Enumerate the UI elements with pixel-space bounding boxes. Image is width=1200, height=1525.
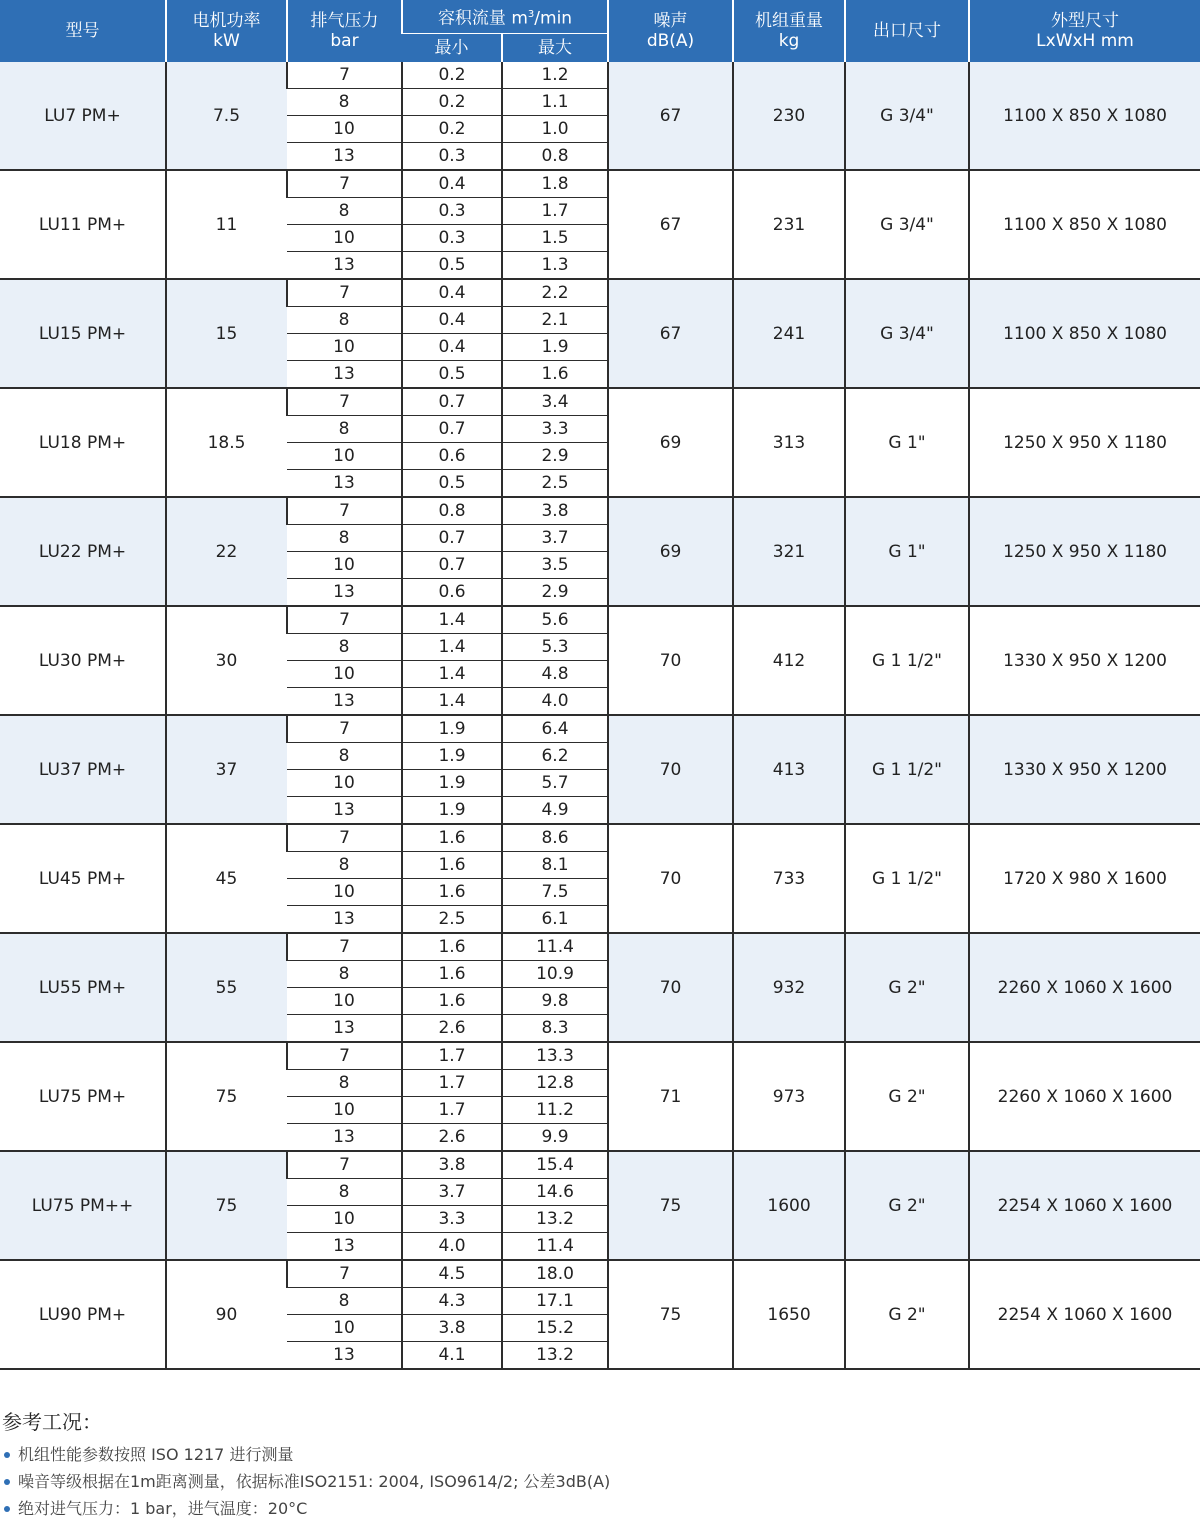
cell-flow-min: 1.9 [402,715,502,743]
note-item: 绝对进气压力：1 bar，进气温度：20°C [0,1495,1200,1522]
table-row [0,824,1200,852]
cell-model: LU90 PM+ [38,1304,127,1325]
cell-flow-max: 1.1 [502,89,608,116]
cell-flow-min: 0.5 [402,361,502,389]
cell-flow-min: 0.7 [402,552,502,579]
cell-flow-min: 0.7 [402,525,502,552]
cell-noise: 67 [608,170,733,279]
cell-flow-max: 4.0 [502,688,608,716]
cell-pressure: 7 [287,1042,402,1070]
cell-weight: 321 [733,497,845,606]
cell-model: LU18 PM+ [38,432,127,453]
table-header [0,0,1200,62]
cell-noise: 69 [608,388,733,497]
cell-pressure: 8 [287,852,402,879]
cell-dims: 1100 X 850 X 1080 [969,62,1200,170]
cell-flow-min: 0.2 [402,62,502,89]
cell-flow-max: 2.2 [502,279,608,307]
model-group [0,1042,1200,1151]
cell-power: 30 [166,606,287,715]
cell-pressure: 7 [287,62,402,89]
cell-noise: 70 [608,933,733,1042]
cell-flow-min: 1.7 [402,1042,502,1070]
cell-outlet: G 3/4" [845,279,969,388]
cell-model: LU37 PM+ [0,715,166,824]
cell-flow-min: 1.6 [402,824,502,852]
cell-noise: 70 [608,606,733,715]
cell-flow-max: 2.9 [502,443,608,470]
cell-flow-min: 0.3 [402,225,502,252]
cell-flow-min: 1.4 [402,661,502,688]
cell-flow-max: 3.3 [502,416,608,443]
cell-pressure: 7 [287,388,402,416]
cell-flow-max: 10.9 [502,961,608,988]
cell-flow-max: 3.7 [502,525,608,552]
cell-flow-min: 1.7 [402,1070,502,1097]
cell-pressure: 8 [287,416,402,443]
cell-flow-max: 13.2 [502,1342,608,1370]
cell-flow-min: 0.4 [402,279,502,307]
cell-pressure: 7 [287,279,402,307]
cell-flow-max: 1.9 [502,334,608,361]
cell-weight: 932 [733,933,845,1042]
cell-power: 90 [166,1260,287,1369]
cell-flow-max: 13.3 [502,1042,608,1070]
cell-weight: 733 [733,824,845,933]
cell-flow-min: 4.1 [402,1342,502,1370]
cell-flow-max: 1.8 [502,170,608,198]
cell-flow-min: 0.4 [402,334,502,361]
header-pressure: 排气压力 bar [287,0,402,62]
bullet-icon [4,1506,10,1512]
cell-flow-max: 4.9 [502,797,608,825]
cell-flow-min: 2.5 [402,906,502,934]
table-row [0,170,1200,198]
cell-flow-min: 0.4 [402,170,502,198]
cell-pressure: 10 [287,552,402,579]
cell-flow-max: 1.7 [502,198,608,225]
cell-model: LU15 PM+ [0,279,166,388]
cell-flow-min: 4.0 [402,1233,502,1261]
cell-flow-max: 0.8 [502,143,608,171]
cell-flow-min: 0.3 [402,143,502,171]
header-outlet: 出口尺寸 [845,0,969,62]
cell-flow-min: 0.6 [402,443,502,470]
cell-flow-min: 0.4 [402,307,502,334]
cell-flow-min: 0.2 [402,89,502,116]
cell-pressure: 10 [287,1097,402,1124]
header-noise: 噪声 dB(A) [608,0,733,62]
cell-model: LU7 PM+ [0,62,166,170]
cell-pressure: 10 [287,661,402,688]
cell-flow-max: 1.2 [502,62,608,89]
cell-power: 7.5 [166,62,287,170]
cell-weight: 230 [733,62,845,170]
cell-flow-min: 1.6 [402,852,502,879]
cell-flow-min: 0.2 [402,116,502,143]
cell-pressure: 10 [287,770,402,797]
cell-pressure: 10 [287,116,402,143]
model-group [0,1260,1200,1369]
cell-pressure: 13 [287,252,402,280]
header-flow-max: 最大 [502,34,608,63]
cell-model: LU55 PM+ [0,933,166,1042]
cell-flow-min: 1.9 [402,770,502,797]
cell-flow-max: 6.2 [502,743,608,770]
cell-pressure: 8 [287,198,402,225]
cell-outlet: G 1 1/2" [845,715,969,824]
cell-pressure: 13 [287,1124,402,1152]
cell-outlet: G 1" [845,497,969,606]
model-group [0,933,1200,1042]
cell-pressure: 10 [287,1206,402,1233]
cell-pressure: 13 [287,1233,402,1261]
cell-flow-max: 3.5 [502,552,608,579]
cell-outlet: G 1" [845,388,969,497]
cell-flow-max: 1.0 [502,116,608,143]
notes-title: 参考工况： [2,1410,102,1434]
cell-flow-max: 8.3 [502,1015,608,1043]
cell-pressure: 10 [287,988,402,1015]
cell-pressure: 13 [287,906,402,934]
header-flow: 容积流量 $m^3/\min$ [402,0,608,34]
cell-flow-max: 1.5 [502,225,608,252]
cell-flow-max: 5.6 [502,606,608,634]
cell-noise: 67 [608,279,733,388]
cell-pressure: 10 [287,443,402,470]
cell-pressure: 7 [287,824,402,852]
cell-flow-min: 0.3 [402,198,502,225]
cell-weight: 412 [733,606,845,715]
cell-pressure: 8 [287,525,402,552]
cell-pressure: 7 [287,715,402,743]
cell-outlet: G 3/4" [845,62,969,170]
cell-dims: 1250 X 950 X 1180 [969,497,1200,606]
cell-flow-max: 14.6 [502,1179,608,1206]
cell-flow-max: 9.8 [502,988,608,1015]
cell-outlet: G 1 1/2" [845,824,969,933]
cell-dims: 1100 X 850 X 1080 [969,170,1200,279]
cell-pressure: 8 [287,1179,402,1206]
cell-pressure: 8 [287,1288,402,1315]
cell-flow-max: 7.5 [502,879,608,906]
cell-flow-min: 3.7 [402,1179,502,1206]
model-group [0,1151,1200,1260]
cell-weight: 1650 [733,1260,845,1369]
cell-flow-max: 2.5 [502,470,608,498]
cell-flow-min: 1.7 [402,1097,502,1124]
cell-pressure: 8 [287,1070,402,1097]
cell-dims: 2254 X 1060 X 1600 [969,1260,1200,1369]
cell-flow-min: 0.7 [402,388,502,416]
header-weight: 机组重量 kg [733,0,845,62]
cell-pressure: 10 [287,879,402,906]
cell-flow-max: 11.4 [502,933,608,961]
table-row [0,279,1200,307]
cell-noise: 69 [608,497,733,606]
cell-flow-max: 2.1 [502,307,608,334]
header-flow-min: 最小 [402,34,502,63]
table-row [0,1042,1200,1070]
model-group [0,170,1200,279]
cell-pressure: 8 [287,743,402,770]
cell-model: LU45 PM+ [38,868,127,889]
cell-pressure: 8 [287,961,402,988]
cell-pressure: 8 [287,634,402,661]
cell-power: 55 [166,933,287,1042]
table-row [0,1151,1200,1179]
cell-outlet: G 2" [845,1260,969,1369]
cell-flow-max: 3.4 [502,388,608,416]
cell-pressure: 7 [287,1151,402,1179]
cell-flow-min: 1.9 [402,743,502,770]
cell-weight: 313 [733,388,845,497]
cell-pressure: 10 [287,334,402,361]
cell-flow-min: 0.8 [402,497,502,525]
cell-flow-min: 1.6 [402,879,502,906]
cell-power: 37 [166,715,287,824]
note-item: 机组性能参数按照 ISO 1217 进行测量 [0,1441,1200,1468]
cell-flow-max: 5.7 [502,770,608,797]
cell-outlet: G 2" [845,1151,969,1260]
cell-flow-min: 1.4 [402,606,502,634]
cell-pressure: 13 [287,797,402,825]
cell-flow-max: 2.9 [502,579,608,607]
model-group [0,279,1200,388]
bullet-icon [4,1452,10,1458]
cell-flow-max: 17.1 [502,1288,608,1315]
cell-pressure: 7 [287,606,402,634]
cell-flow-min: 1.4 [402,688,502,716]
model-group [0,824,1200,933]
cell-flow-max: 1.6 [502,361,608,389]
cell-flow-max: 3.8 [502,497,608,525]
cell-flow-max: 6.1 [502,906,608,934]
cell-flow-min: 3.3 [402,1206,502,1233]
cell-flow-min: 1.6 [402,933,502,961]
cell-power: 11 [166,170,287,279]
cell-noise: 75 [608,1151,733,1260]
cell-power: 75 [166,1151,287,1260]
cell-noise: 70 [608,824,733,933]
cell-flow-max: 8.1 [502,852,608,879]
table-row [0,62,1200,89]
cell-flow-min: 4.3 [402,1288,502,1315]
cell-flow-max: 8.6 [502,824,608,852]
cell-power: 18.5 [166,388,287,497]
cell-model: LU75 PM+ [38,1086,127,1107]
cell-pressure: 13 [287,1342,402,1370]
table-row [0,497,1200,525]
table-row [0,933,1200,961]
cell-pressure: 13 [287,361,402,389]
cell-flow-min: 3.8 [402,1151,502,1179]
cell-flow-min: 0.5 [402,252,502,280]
cell-weight: 973 [733,1042,845,1151]
model-group [0,497,1200,606]
cell-model: LU75 PM++ [0,1151,166,1260]
cell-pressure: 8 [287,307,402,334]
cell-weight: 241 [733,279,845,388]
model-group [0,388,1200,497]
cell-flow-min: 2.6 [402,1124,502,1152]
cell-power: 22 [166,497,287,606]
cell-weight: 1600 [733,1151,845,1260]
cell-pressure: 13 [287,143,402,171]
cell-flow-max: 12.8 [502,1070,608,1097]
cell-outlet: G 2" [845,933,969,1042]
cell-flow-max: 15.4 [502,1151,608,1179]
table-row [0,606,1200,634]
cell-noise: 71 [608,1042,733,1151]
header-model: 型号 [0,0,166,62]
cell-flow-min: 0.6 [402,579,502,607]
cell-pressure: 7 [287,933,402,961]
cell-power: 75 [166,1042,287,1151]
model-group [0,715,1200,824]
cell-flow-min: 4.5 [402,1260,502,1288]
cell-pressure: 13 [287,579,402,607]
cell-pressure: 8 [287,89,402,116]
cell-flow-max: 11.2 [502,1097,608,1124]
cell-noise: 67 [608,62,733,170]
cell-flow-max: 15.2 [502,1315,608,1342]
header-power: 电机功率 kW [166,0,287,62]
cell-dims: 1100 X 850 X 1080 [969,279,1200,388]
cell-flow-max: 5.3 [502,634,608,661]
cell-flow-min: 1.9 [402,797,502,825]
model-group [0,62,1200,170]
cell-flow-min: 0.7 [402,416,502,443]
cell-outlet: G 3/4" [845,170,969,279]
cell-pressure: 13 [287,1015,402,1043]
cell-dims: 1250 X 950 X 1180 [969,388,1200,497]
bullet-icon [4,1479,10,1485]
notes [0,1400,1200,1522]
cell-outlet: G 1 1/2" [845,606,969,715]
cell-flow-min: 0.5 [402,470,502,498]
cell-power: 15 [166,279,287,388]
cell-dims: 1330 X 950 X 1200 [969,715,1200,824]
header-dims: 外型尺寸 LxWxH mm [969,0,1200,62]
model-group [0,606,1200,715]
cell-dims: 2254 X 1060 X 1600 [969,1151,1200,1260]
cell-flow-max: 4.8 [502,661,608,688]
cell-flow-max: 1.3 [502,252,608,280]
table-row [0,1260,1200,1288]
cell-dims: 2260 X 1060 X 1600 [969,933,1200,1042]
cell-flow-max: 6.4 [502,715,608,743]
cell-power: 45 [166,824,287,933]
cell-flow-max: 13.2 [502,1206,608,1233]
cell-model: LU11 PM+ [38,214,127,235]
cell-pressure: 10 [287,1315,402,1342]
cell-noise: 75 [608,1260,733,1369]
cell-model: LU22 PM+ [0,497,166,606]
cell-flow-max: 18.0 [502,1260,608,1288]
cell-noise: 70 [608,715,733,824]
cell-pressure: 13 [287,470,402,498]
cell-weight: 413 [733,715,845,824]
cell-flow-min: 3.8 [402,1315,502,1342]
cell-dims: 2260 X 1060 X 1600 [969,1042,1200,1151]
cell-pressure: 13 [287,688,402,716]
cell-pressure: 7 [287,497,402,525]
cell-dims: 1720 X 980 X 1600 [969,824,1200,933]
cell-flow-max: 9.9 [502,1124,608,1152]
cell-weight: 231 [733,170,845,279]
cell-flow-max: 11.4 [502,1233,608,1261]
cell-pressure: 10 [287,225,402,252]
cell-outlet: G 2" [845,1042,969,1151]
cell-model: LU30 PM+ [38,650,127,671]
cell-dims: 1330 X 950 X 1200 [969,606,1200,715]
cell-pressure: 7 [287,170,402,198]
table-row [0,388,1200,416]
cell-pressure: 7 [287,1260,402,1288]
cell-flow-min: 1.6 [402,961,502,988]
table-row [0,715,1200,743]
cell-flow-min: 1.4 [402,634,502,661]
note-item: 噪音等级根据在1m距离测量，依据标准ISO2151: 2004, ISO9614/2; 公差3dB(A) [0,1468,1200,1495]
cell-flow-min: 2.6 [402,1015,502,1043]
cell-flow-min: 1.6 [402,988,502,1015]
